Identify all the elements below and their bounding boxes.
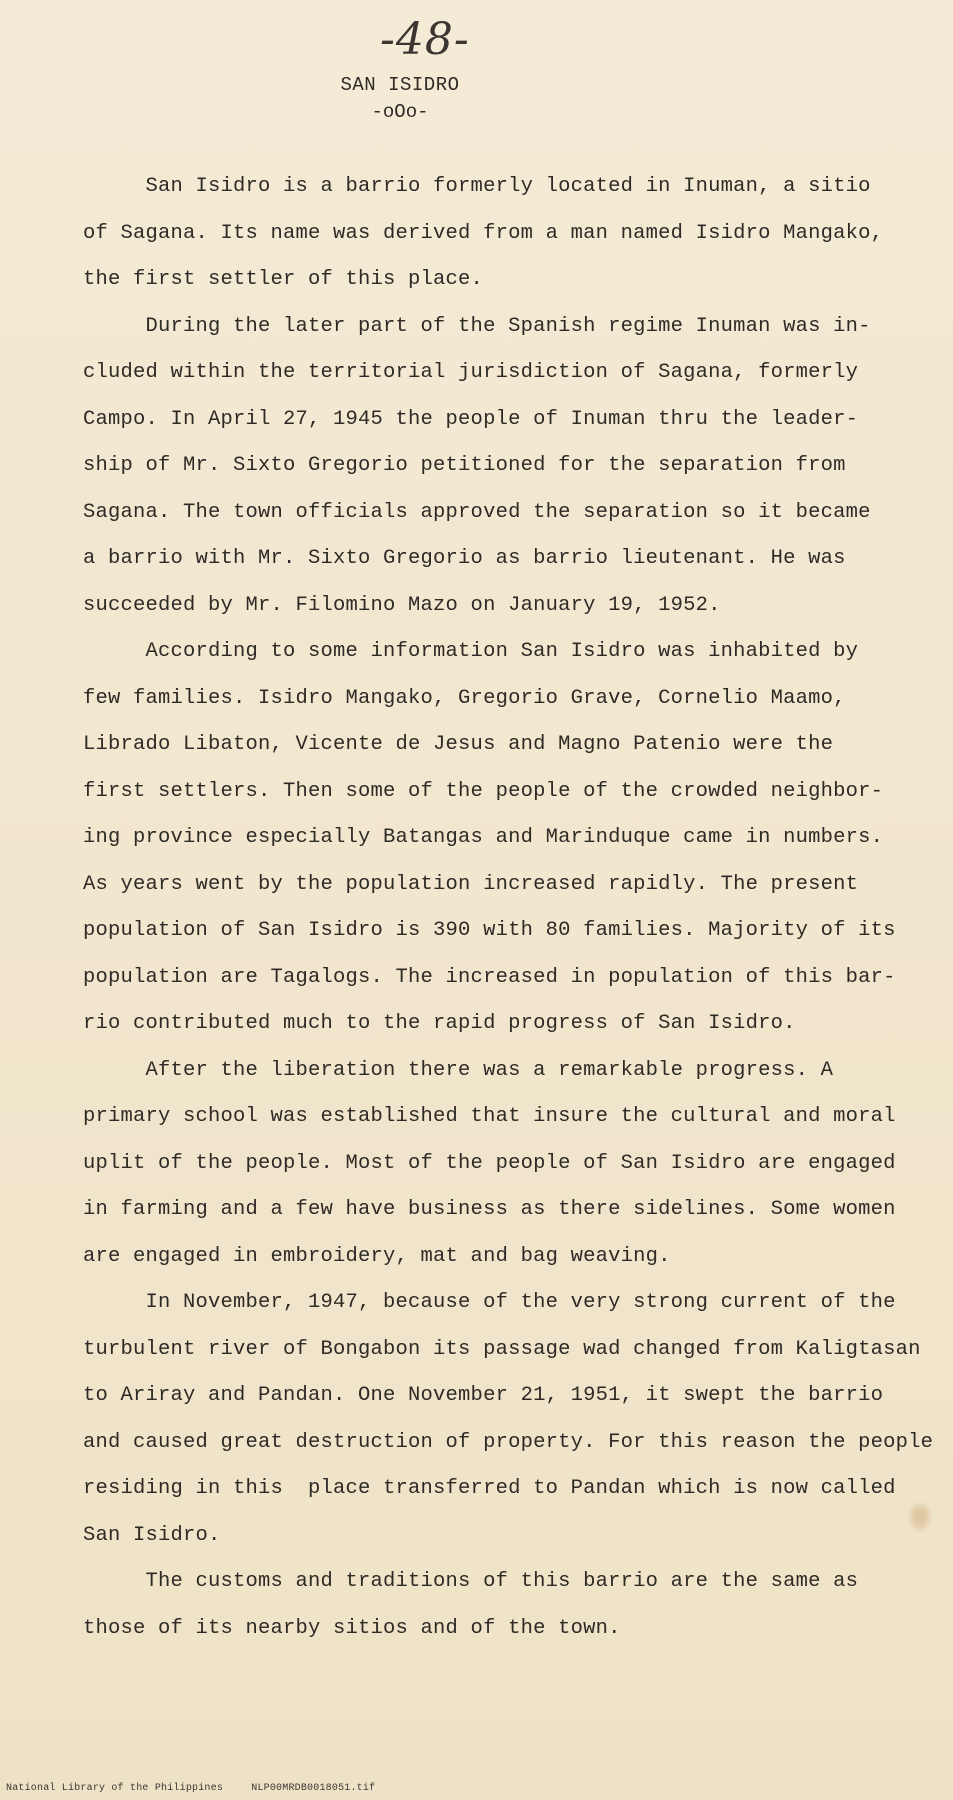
text-line: According to some information San Isidro was inhabited by: [83, 640, 859, 663]
text-line: are engaged in embroidery, mat and bag weaving.: [83, 1244, 671, 1268]
text-line: uplit of the people. Most of the people of San Isidro are engaged: [83, 1151, 896, 1175]
text-line: population of San Isidro is 390 with 80 families. Majority of its: [83, 919, 896, 942]
text-line: ing province especially Batangas and Marinduque came in numbers.: [83, 826, 884, 849]
text-line: a barrio with Mr. Sixto Gregorio as barrio lieutenant. He was: [83, 547, 846, 570]
document-body: [83, 164, 934, 1652]
text-line: primary school was established that insure the cultural and moral: [83, 1105, 896, 1128]
paper-stain: [911, 1505, 929, 1529]
text-line: After the liberation there was a remarkable progress. A: [83, 1058, 834, 1082]
text-line: residing in this place transferred to Pandan which is now called: [83, 1477, 896, 1500]
text-line: San Isidro is a barrio formerly located in Inuman, a sitio: [83, 175, 871, 198]
text-line: cluded within the territorial jurisdiction of Sagana, formerly: [83, 361, 859, 384]
text-line: ship of Mr. Sixto Gregorio petitioned for the separation from: [83, 454, 846, 477]
page-number: -48-: [380, 14, 470, 65]
text-line: The customs and traditions of this barrio are the same as: [83, 1570, 859, 1593]
library-credit: National Library of the Philippines: [6, 1783, 224, 1794]
text-line: Librado Libaton, Vicente de Jesus and Magno Patenio were the: [83, 733, 834, 756]
text-line: turbulent river of Bongabon its passage wad changed from Kaligtasan: [83, 1337, 921, 1361]
scan-footer: [6, 1783, 397, 1794]
file-name: NLP00MRDB0018051.tif: [251, 1783, 376, 1794]
text-line: to Ariray and Pandan. One November 21, 1951, it swept the barrio: [83, 1384, 884, 1407]
text-line: those of its nearby sitios and of the town.: [83, 1616, 621, 1640]
text-line: few families. Isidro Mangako, Gregorio Grave, Cornelio Maamo,: [83, 686, 846, 710]
text-line: As years went by the population increased rapidly. The present: [83, 872, 859, 896]
text-line: in farming and a few have business as there sidelines. Some women: [83, 1198, 896, 1221]
text-line: first settlers. Then some of the people of the crowded neighbor-: [83, 779, 884, 803]
text-line: Sagana. The town officials approved the separation so it became: [83, 500, 871, 524]
text-line: Campo. In April 27, 1945 the people of Inuman thru the leader-: [83, 407, 859, 431]
text-line: During the later part of the Spanish regime Inuman was in-: [83, 314, 871, 338]
text-line: succeeded by Mr. Filomino Mazo on January 19, 1952.: [83, 593, 721, 617]
page-title: SAN ISIDRO: [340, 74, 460, 96]
text-line: San Isidro.: [83, 1523, 221, 1547]
text-line: and caused great destruction of property. For this reason the people: [83, 1430, 934, 1454]
text-line: of Sagana. Its name was derived from a man named Isidro Mangako,: [83, 221, 884, 245]
text-line: population are Tagalogs. The increased in population of this bar-: [83, 965, 896, 989]
text-line: rio contributed much to the rapid progress of San Isidro.: [83, 1012, 796, 1035]
text-line: the first settler of this place.: [83, 268, 484, 291]
title-ornament: -oOo-: [371, 101, 429, 123]
text-line: In November, 1947, because of the very strong current of the: [83, 1291, 896, 1314]
